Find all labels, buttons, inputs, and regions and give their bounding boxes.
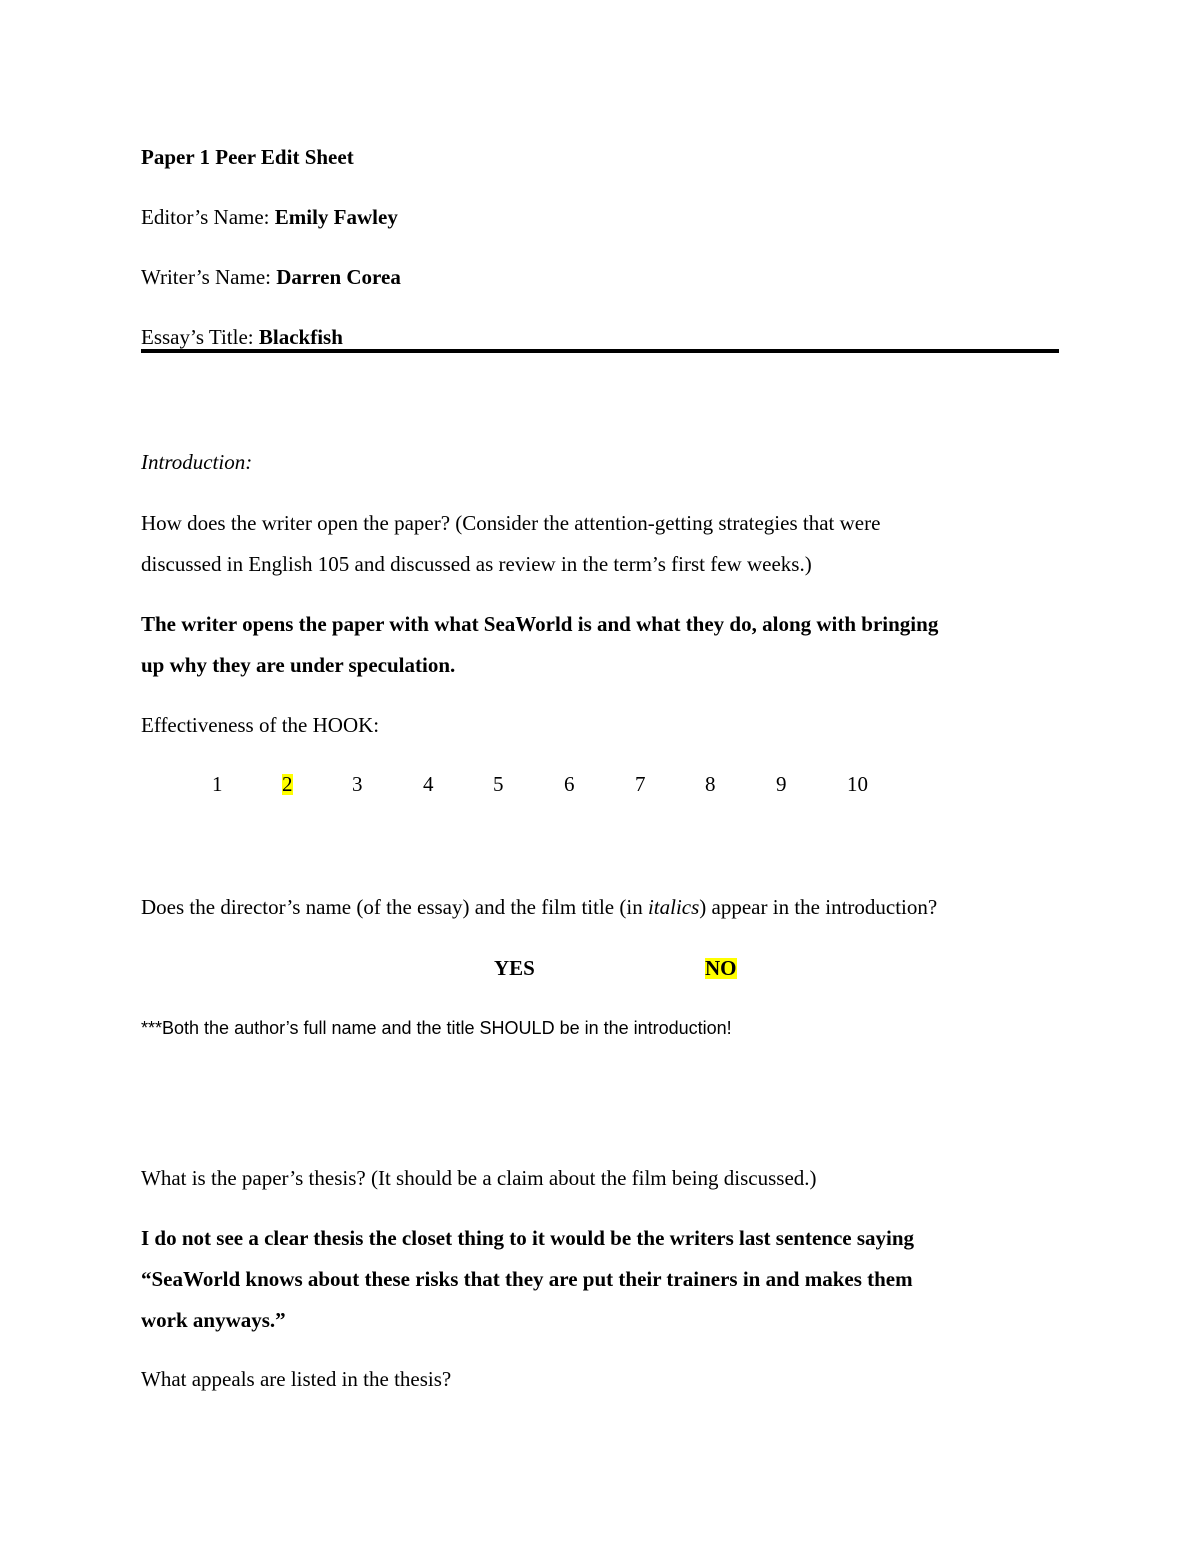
hook-effectiveness-label: Effectiveness of the HOOK:: [141, 713, 380, 737]
question-director-italic: italics: [647, 895, 700, 919]
rating-option-6: 6: [564, 772, 575, 796]
question-appeals: What appeals are listed in the thesis?: [141, 1367, 452, 1391]
rating-option-10: 10: [847, 772, 868, 796]
rating-option-3: 3: [352, 772, 363, 796]
question-director-pre: Does the director’s name (of the essay) and the film title (in: [141, 895, 648, 919]
editor-name-value: Emily Fawley: [274, 205, 398, 229]
writer-name-row: [141, 267, 401, 288]
question-director-title: [141, 897, 937, 918]
rating-option-5: 5: [493, 772, 504, 796]
essay-title-row: [141, 327, 343, 348]
answer-thesis-line-2: “SeaWorld knows about these risks that they are put their trainers in and makes them: [141, 1267, 913, 1291]
essay-title-value: Blackfish: [258, 325, 343, 349]
reminder-note: ***Both the author’s full name and the title SHOULD be in the introduction!: [141, 1018, 732, 1038]
rating-option-7: 7: [635, 772, 646, 796]
rating-option-4: 4: [423, 772, 434, 796]
introduction-heading: Introduction:: [141, 450, 253, 474]
rating-option-9: 9: [776, 772, 787, 796]
rating-option-1: 1: [212, 772, 223, 796]
page-title: Paper 1 Peer Edit Sheet: [141, 145, 354, 169]
answer-thesis-line-1: I do not see a clear thesis the closet thing to it would be the writers last sentence saying: [141, 1226, 915, 1250]
question-director-post: ) appear in the introduction?: [699, 895, 938, 919]
editor-name-row: [141, 207, 398, 228]
rating-option-8: 8: [705, 772, 716, 796]
writer-name-value: Darren Corea: [276, 265, 401, 289]
answer-opening-line-2: up why they are under speculation.: [141, 653, 456, 677]
question-opening-line-1: How does the writer open the paper? (Consider the attention-getting strategies that were: [141, 511, 881, 535]
question-thesis: What is the paper’s thesis? (It should be a claim about the film being discussed.): [141, 1166, 817, 1190]
no-option-selected: NO: [705, 956, 737, 980]
answer-thesis-line-3: work anyways.”: [141, 1308, 286, 1332]
writer-name-label: Writer’s Name:: [141, 265, 277, 289]
rating-option-2-selected: 2: [282, 772, 293, 796]
question-opening-line-2: discussed in English 105 and discussed as review in the term’s first few weeks.): [141, 552, 812, 576]
editor-name-label: Editor’s Name:: [141, 205, 275, 229]
header-divider: [141, 349, 1059, 353]
essay-title-label: Essay’s Title:: [141, 325, 259, 349]
yes-option: YES: [494, 956, 535, 980]
answer-opening-line-1: The writer opens the paper with what SeaWorld is and what they do, along with bringing: [141, 612, 939, 636]
